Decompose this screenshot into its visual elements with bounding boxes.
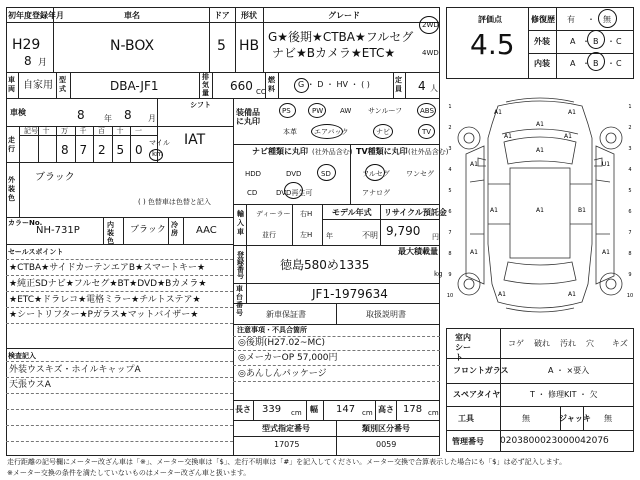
tv-oneseg: ワンセグ	[406, 170, 434, 178]
shape-label: 形状	[241, 11, 257, 20]
usage-label: 車両	[8, 76, 15, 93]
repair-label: 修復歴	[531, 15, 555, 24]
mgmt-value: 020380002300004207б	[500, 436, 609, 446]
model-value: DBA-JF1	[110, 79, 159, 93]
damage-mark-5: A1	[536, 147, 544, 154]
equip-leather: 本革	[283, 128, 297, 136]
displacement-value: 660	[230, 79, 253, 93]
ac-label: 冷房	[171, 221, 178, 237]
first-reg-label: 初年度登録年月	[8, 11, 64, 20]
length-value: 339	[262, 404, 282, 415]
jack-label: ジャッキ	[559, 414, 591, 423]
interior-sheet-item-4: キズ	[612, 339, 628, 348]
grade-label: グレード	[328, 11, 360, 20]
interior-sheet-label: 室内シート	[455, 333, 471, 362]
front-glass-options: A ・ ×要入	[548, 366, 590, 375]
recycle-label: リサイクル預託金	[384, 208, 447, 217]
usage-value: 自家用	[23, 80, 53, 91]
equipment-label: 装備品に丸印	[236, 108, 260, 126]
max-load-unit: kg	[434, 270, 443, 278]
mileage-unit-6: 一	[135, 127, 142, 135]
spare-tire-options: T ・ 修理KIT ・ 欠	[530, 390, 598, 399]
ruler-label-right-7: 8	[628, 251, 632, 257]
equip-abs: ABS	[420, 107, 434, 115]
recycle-unit: 円	[432, 233, 439, 241]
damage-mark-2: A1	[536, 121, 544, 128]
ruler-label-right-5: 6	[628, 209, 632, 215]
car-damage-diagram	[446, 94, 634, 322]
spare-tire-label: スペアタイヤ	[453, 390, 501, 399]
ruler-label-right-8: 9	[628, 272, 632, 278]
ac-value: AAC	[196, 225, 217, 236]
ruler-label-left-6: 7	[448, 230, 452, 236]
inspection-month-unit: 月	[148, 114, 156, 123]
mileage-unit-5: 十	[116, 127, 124, 135]
ruler-label-left-7: 8	[448, 251, 452, 257]
mile-label: マイル	[149, 139, 170, 147]
equip-sunroof: サンルーフ	[368, 107, 403, 115]
int-opt-sep2: ・	[607, 59, 615, 68]
tv-sub: (社外品含む)	[408, 148, 449, 156]
ruler-label-left-8: 9	[448, 272, 452, 278]
shift-value: IAT	[184, 132, 206, 148]
doors: 5	[217, 38, 226, 54]
damage-mark-3: A1	[504, 133, 512, 140]
ext-opt-b: B	[593, 37, 599, 46]
tools-value: 無	[522, 414, 530, 423]
note-line-2: ◎メーカーOP 57,000円	[238, 353, 338, 363]
ruler-label-right-9: 10	[626, 293, 634, 299]
equip-ps: PS	[282, 107, 291, 115]
mileage-unit-2: 万	[61, 127, 68, 135]
tv-label: TV種類に丸印	[356, 147, 408, 156]
interior-color-label: 内装色	[107, 221, 114, 245]
capacity-unit: 人	[430, 84, 438, 93]
sales-points-label: セールスポイント	[8, 248, 64, 256]
sales-point-line-2: ★純正SDナビ★フルセグ★BT★DVD★Bカメラ★	[9, 279, 207, 289]
ruler-label-left-5: 6	[448, 209, 452, 215]
mgmt-label: 管理番号	[452, 437, 484, 446]
navi-hdd: HDD	[245, 170, 262, 178]
grade-line2: ナビ★Bカメラ★ETC★	[272, 46, 396, 60]
damage-mark-11: A1	[470, 249, 478, 256]
drive-2wd: 2WD	[422, 21, 439, 29]
ext-opt-c: C	[616, 37, 622, 46]
fuel-label: 燃料	[268, 76, 275, 93]
sales-point-line-3: ★ETC★ドラレコ★電格ミラー★チルトステア★	[9, 295, 201, 305]
capacity-value: 4	[418, 79, 426, 93]
inspection-month: 8	[124, 108, 132, 122]
navi-sd: SD	[321, 170, 331, 178]
first-reg-month: 8	[24, 54, 32, 68]
int-opt-a: A	[570, 59, 576, 68]
inspector-line-2: 天張ウスA	[9, 380, 51, 390]
int-opt-c: C	[616, 59, 622, 68]
category-label: 類別区分番号	[362, 424, 410, 433]
mileage-digit-3: 5	[116, 143, 125, 157]
recycle-value: 9,790	[386, 224, 421, 238]
int-opt-sep1: ・	[582, 59, 590, 68]
ruler-label-left-0: 1	[448, 104, 452, 110]
equip-aw: AW	[340, 107, 352, 115]
mileage-unit-3: 千	[79, 127, 87, 135]
mileage-digit-4: 0	[135, 143, 143, 157]
mileage-digit-1: 7	[79, 143, 88, 157]
width-unit: cm	[362, 409, 373, 417]
equip-tv: TV	[422, 128, 432, 136]
damage-mark-9: A1	[490, 207, 498, 214]
tv-fullseg: フルセグ	[362, 170, 390, 178]
shift-label: シフト	[190, 101, 211, 109]
damage-mark-10: B1	[578, 207, 586, 214]
damage-mark-0: A1	[494, 109, 502, 116]
first-reg-era: H29	[12, 37, 41, 53]
interior-sheet-item-3: 穴	[586, 339, 594, 348]
jack-value: 無	[604, 414, 612, 423]
height-label: 高さ	[378, 405, 394, 414]
exterior-label: 外装色	[8, 176, 15, 202]
damage-mark-8: A1	[536, 207, 544, 214]
ruler-label-right-3: 4	[628, 167, 632, 173]
ruler-label-left-3: 4	[448, 167, 452, 173]
import-parallel: 並行	[262, 231, 276, 239]
diagram-ruler	[447, 104, 633, 299]
displacement-label: 排気量	[202, 73, 209, 97]
ruler-label-right-6: 7	[628, 230, 632, 236]
note-line-3: ◎あんしんパッケージ	[238, 369, 327, 379]
tools-label: 工具	[458, 414, 474, 423]
ruler-label-left-1: 2	[448, 125, 452, 131]
interior-sheet-item-2: 汚れ	[560, 339, 576, 348]
exterior-grade-label: 外装	[534, 37, 550, 46]
designation-value: 17075	[274, 440, 300, 449]
damage-mark-1: A1	[568, 109, 576, 116]
sales-point-line-4: ★シートリフター★Pガラス★マットバイザー★	[9, 310, 199, 320]
new-car-warranty: 新車保証書	[266, 310, 306, 319]
import-right: 右H	[300, 210, 313, 218]
height-unit: cm	[428, 409, 439, 417]
repair-opt-sep: ・	[587, 15, 595, 24]
drive-4wd: 4WD	[422, 49, 439, 57]
ruler-label-right-1: 2	[628, 125, 632, 131]
interior-color-value: ブラック	[130, 225, 166, 235]
car-name: N-BOX	[110, 38, 155, 54]
mileage-unit-0: 記号	[24, 127, 38, 135]
ruler-label-left-4: 5	[448, 188, 452, 194]
ext-opt-sep2: ・	[607, 37, 615, 46]
mileage-unit-1: 十	[42, 127, 50, 135]
registration-label: 登録番号	[237, 251, 244, 280]
rating-label: 評価点	[478, 15, 502, 24]
equip-pw: PW	[312, 107, 324, 115]
chassis-value: JF1-1979634	[312, 287, 388, 301]
width-value: 147	[336, 404, 356, 415]
ruler-label-left-9: 10	[446, 293, 454, 299]
equip-navi: ナビ	[376, 128, 390, 136]
ext-opt-sep1: ・	[582, 37, 590, 46]
length-unit: cm	[291, 409, 302, 417]
first-reg-month-unit: 月	[38, 58, 48, 68]
sales-point-line-1: ★CTBA★サイドカーテンエアB★スマートキー★	[9, 263, 206, 273]
mileage-digit-2: 2	[98, 143, 106, 157]
color-no-label: カラーNo.	[8, 219, 43, 227]
grade-line1: G★後期★CTBA★フルセグ	[268, 30, 414, 44]
inspection-year: 8	[77, 108, 85, 122]
inspector-line-1: 外装ウスキズ・ホイルキャップA	[9, 365, 141, 375]
interior-sheet-item-0: コゲ	[508, 339, 524, 348]
capacity-label: 定員	[395, 76, 402, 93]
shape: HB	[239, 38, 260, 54]
color-no-value: NH-731P	[36, 225, 80, 236]
rating-value: 4.5	[470, 28, 515, 61]
damage-mark-12: A1	[602, 249, 610, 256]
manual: 取扱説明書	[366, 310, 406, 319]
height-value: 178	[403, 404, 423, 415]
navi-dvd: DVD	[286, 170, 302, 178]
exterior-note: ( ) 色替車は色替と記入	[138, 198, 211, 206]
navi-cd: CD	[247, 189, 258, 197]
ext-opt-a: A	[570, 37, 576, 46]
navi-sub: (社外品含む)	[312, 148, 353, 156]
exterior-value: ブラック	[35, 172, 75, 183]
int-opt-b: B	[593, 59, 599, 68]
import-left: 左H	[300, 231, 313, 239]
equip-airbag: エアバック	[314, 128, 349, 136]
category-value: 0059	[376, 440, 397, 449]
ruler-label-right-4: 5	[628, 188, 632, 194]
interior-sheet-item-1: 破れ	[534, 339, 550, 348]
model-year-value: 不明	[362, 231, 378, 240]
tv-analog: アナログ	[362, 189, 390, 197]
fuel-options: G ・ D ・ HV ・ ( )	[298, 80, 370, 89]
ruler-label-right-0: 1	[628, 104, 632, 110]
damage-mark-6: A1	[470, 161, 478, 168]
front-glass-label: フロントガラス	[453, 366, 509, 375]
width-label: 幅	[310, 405, 318, 414]
footer-line-2: ※メーター交換の条件を満たしていないものはメーター改ざん車と扱います。	[7, 469, 251, 477]
inspection-year-unit: 年	[104, 114, 112, 123]
navi-dvd-play: DVD再生可	[276, 189, 313, 197]
model-year-label: モデル年式	[332, 208, 372, 217]
inspection-label: 車検	[10, 108, 26, 117]
length-label: 長さ	[235, 405, 251, 414]
ruler-label-left-2: 3	[448, 146, 452, 152]
interior-grade-label: 内装	[534, 59, 550, 68]
ruler-label-right-2: 3	[628, 146, 632, 152]
model-year-unit: 年	[326, 232, 333, 240]
import-label: 輸入車	[237, 210, 244, 236]
navi-label: ナビ種類に丸印	[252, 147, 308, 156]
name-label: 車名	[124, 11, 140, 20]
cc-unit: CC	[256, 88, 266, 96]
repair-opt-no: 無	[603, 15, 611, 24]
notes-label: 注意事項・不具合箇所	[237, 326, 307, 334]
note-line-1: ◎後期(H27.02~MC)	[238, 338, 325, 348]
damage-mark-13: A1	[498, 291, 506, 298]
designation-label: 型式指定番号	[262, 424, 310, 433]
inspector-label: 検査記入	[8, 352, 36, 360]
damage-mark-7: U1	[601, 161, 611, 168]
mileage-digit-0: 8	[61, 143, 69, 157]
repair-opt-yes: 有	[567, 15, 575, 24]
mileage-label: 走行	[8, 136, 15, 153]
mileage-unit-4: 百	[98, 127, 105, 135]
damage-mark-4: A1	[564, 133, 572, 140]
import-dealer: ディーラー	[256, 210, 291, 218]
max-load-label: 最大積載量	[398, 247, 438, 256]
damage-mark-14: A1	[568, 291, 576, 298]
door-label: ドア	[214, 11, 230, 20]
registration-value: 徳島580め1335	[280, 258, 370, 272]
model-label: 型式	[59, 76, 66, 93]
footer-line-1: 走行距離の記号欄にメーター改ざん車は「※」、メーター交換車は「$」、走行不明車は「#」を記入してください。メーター交換で合算表示した場合にも「$」は必ず記入します。	[7, 458, 567, 466]
chassis-label: 車台番号	[236, 285, 243, 317]
km-label: km	[152, 150, 163, 158]
